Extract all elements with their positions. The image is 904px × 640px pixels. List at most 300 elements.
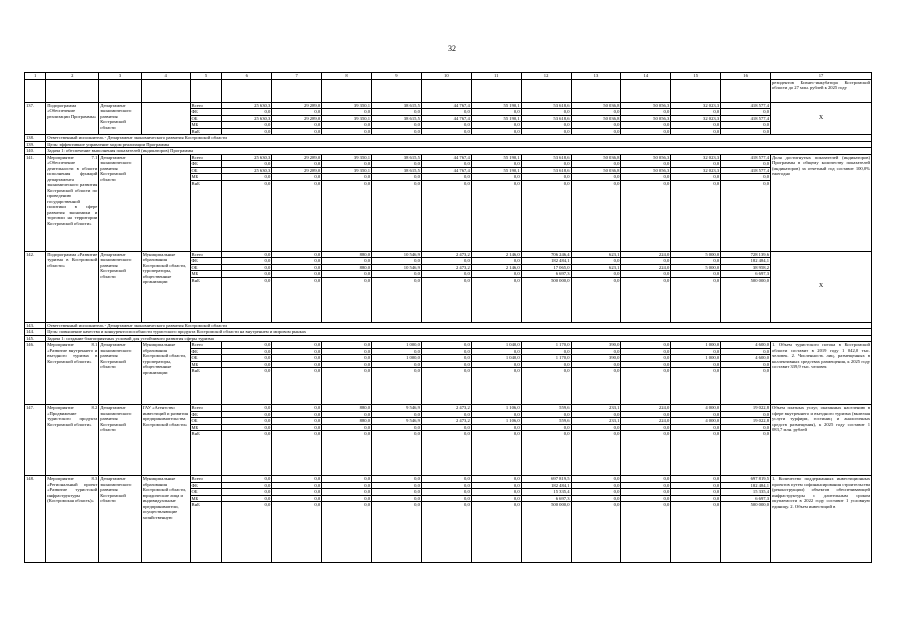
value-cell: 880,0 [322,251,372,258]
value-cell: 0,0 [621,361,671,368]
value-cell: 0,0 [421,502,471,563]
value-cell: 0,0 [471,424,521,431]
value-cell: 6 697,3 [521,271,571,278]
value-cell: 0,0 [671,258,721,265]
value-cell: 1 040,0 [471,355,521,362]
value-cell: 2 473,2 [421,405,471,412]
value-cell: 38 958,2 [721,264,771,271]
value-cell: 0,0 [372,368,422,405]
value-cell: 0,0 [671,128,721,135]
funding-source: МБ [190,361,222,368]
value-cell: 0,0 [372,502,422,563]
header-cell: 10 [421,73,471,80]
value-cell: 44 767,4 [421,102,471,109]
value-cell: 880,0 [322,418,372,425]
value-cell: 500 000,0 [721,502,771,563]
value-cell: 32 023,3 [671,115,721,122]
value-cell: 0,0 [721,128,771,135]
value-cell: 0,0 [421,342,471,349]
value-cell: 0,0 [322,482,372,489]
value-cell: 17 065,0 [521,264,571,271]
funding-source: ФБ [190,348,222,355]
value-cell: 0,0 [272,476,322,483]
value-cell: 233,1 [571,405,621,412]
value-cell: 1 000,0 [671,342,721,349]
value-cell: 0,0 [471,348,521,355]
value-cell: 0,0 [471,431,521,476]
value-cell: 0,0 [521,368,571,405]
value-cell: 0,0 [521,361,571,368]
result-cell: 1. Количество поддержанных инвестиционных проектов путем софинансирования строительства (реконструкции) объектов обеспечивающей инфраструктуры с длительным сроком окупаемости в 2022 году составит 1 условную единицу. 2. Объем инвестиций в [771,476,872,563]
section-text: Задача 1: обеспечение выполнения показателей (индикаторов) Программы [46,148,872,155]
value-cell: 0,0 [571,277,621,322]
value-cell: 1 000,0 [372,342,422,349]
event-name: Мероприятие 7.1 «Обеспечение деятельности в области исполнения функций департамента экономического развития Костромской области по проведению государственной политики в сфере развития экономики и торговли на территории Костромской области» [46,154,99,251]
value-cell: 0,0 [671,424,721,431]
value-cell: 0,0 [372,476,422,483]
value-cell: 0,0 [471,122,521,129]
result-cell: X [771,102,872,135]
value-cell: 44 767,4 [421,167,471,174]
value-cell: 0,0 [671,271,721,278]
result-cell: X [771,251,872,322]
row-number: 142. [25,251,46,322]
value-cell: 0,0 [721,411,771,418]
value-cell: 0,0 [721,361,771,368]
value-cell: 15 335,4 [521,489,571,496]
value-cell: 6 697,3 [721,271,771,278]
value-cell: 25 630,3 [222,115,272,122]
value-cell: 0,0 [571,489,621,496]
value-cell: 224,0 [621,251,671,258]
value-cell: 0,0 [421,361,471,368]
value-cell: 0,0 [671,476,721,483]
empty-cell [222,79,272,102]
value-cell: 0,0 [272,174,322,181]
value-cell: 0,0 [222,258,272,265]
section-text: Цель: повышение качества и конкурентоспособности туристского продукта Костромской области на внутреннем и мировом рынках [46,329,872,336]
value-cell: 0,0 [721,109,771,116]
value-cell: 50 036,8 [571,167,621,174]
funding-source: МБ [190,174,222,181]
value-cell: 728 139,6 [721,251,771,258]
value-cell: 0,0 [521,431,571,476]
value-cell: 38 615,5 [372,115,422,122]
value-cell: 418 577,4 [721,154,771,161]
value-cell: 0,0 [471,180,521,251]
value-cell: 0,0 [272,271,322,278]
value-cell: 50 036,8 [571,115,621,122]
value-cell: 697 819,5 [721,476,771,483]
value-cell: 0,0 [621,342,671,349]
header-cell: 13 [571,73,621,80]
value-cell: 0,0 [621,368,671,405]
value-cell: 0,0 [671,348,721,355]
value-cell: 0,0 [272,109,322,116]
value-cell: 0,0 [372,489,422,496]
value-cell: 0,0 [222,368,272,405]
value-cell: 0,0 [721,368,771,405]
value-cell: 0,0 [521,122,571,129]
row-number: 144. [25,329,46,336]
value-cell: 0,0 [421,258,471,265]
value-cell: 0,0 [721,174,771,181]
executor: Департамент экономического развития Костромской области [99,405,141,476]
value-cell: 0,0 [621,161,671,168]
page-number: 32 [448,44,456,53]
value-cell: 50 056,3 [621,167,671,174]
value-cell: 50 036,8 [571,154,621,161]
value-cell: 0,0 [421,161,471,168]
value-cell: 0,0 [671,495,721,502]
value-cell: 0,0 [322,368,372,405]
funding-source: ОБ [190,264,222,271]
value-cell: 4 000,0 [671,405,721,412]
value-cell: 0,0 [621,271,671,278]
empty-cell [571,79,621,102]
value-cell: 0,0 [471,271,521,278]
value-cell: 0,0 [372,411,422,418]
value-cell: 0,0 [372,122,422,129]
value-cell: 0,0 [222,251,272,258]
value-cell: 0,0 [421,482,471,489]
funding-source: ВнБ [190,180,222,251]
value-cell: 0,0 [421,355,471,362]
funding-source: ВнБ [190,128,222,135]
executor: Департамент экономического развития Костромской области [99,102,141,135]
value-cell: 0,0 [272,342,322,349]
value-cell: 19 022,8 [721,418,771,425]
value-cell: 418 577,4 [721,102,771,109]
value-cell: 38 615,5 [372,102,422,109]
value-cell: 0,0 [222,476,272,483]
funding-source: ОБ [190,489,222,496]
value-cell: 0,0 [621,489,671,496]
value-cell: 0,0 [671,277,721,322]
value-cell: 0,0 [621,109,671,116]
header-cell: 7 [272,73,322,80]
empty-cell [46,79,99,102]
event-name: Подпрограмма «Развитие туризма в Костромской области» [46,251,99,322]
value-cell: 418 577,4 [721,167,771,174]
funding-source: Всего [190,102,222,109]
value-cell: 39 350,1 [322,115,372,122]
empty-cell [621,79,671,102]
value-cell: 880,0 [322,405,372,412]
header-cell: 14 [621,73,671,80]
value-cell: 29 289,0 [272,167,322,174]
funding-source: МБ [190,495,222,502]
empty-cell [190,79,222,102]
value-cell: 1 170,0 [521,342,571,349]
value-cell: 0,0 [571,258,621,265]
event-name: Подпрограмма «Обеспечение реализации Программы» [46,102,99,135]
value-cell: 0,0 [671,109,721,116]
value-cell: 0,0 [621,258,671,265]
value-cell: 53 618,6 [521,154,571,161]
value-cell: 0,0 [621,502,671,563]
header-cell: 8 [322,73,372,80]
value-cell: 0,0 [571,361,621,368]
value-cell: 6 697,3 [721,495,771,502]
funding-source: ФБ [190,161,222,168]
value-cell: 6 697,3 [521,495,571,502]
value-cell: 44 767,4 [421,115,471,122]
value-cell: 9 546,9 [372,405,422,412]
value-cell: 0,0 [571,411,621,418]
value-cell: 1 000,0 [671,355,721,362]
value-cell: 0,0 [322,489,372,496]
value-cell: 0,0 [222,482,272,489]
value-cell: 0,0 [621,424,671,431]
participant [141,102,190,135]
continuation-row [25,79,872,102]
result-cell: Объем платных услуг, оказанных населению в сфере внутреннего и въездного туризма (включая услуги турфирм, гостиниц и аналогичных средств размещения), к 2025 году составит 1 083,7 млн. рублей [771,405,872,476]
value-cell: 55 190,1 [471,167,521,174]
value-cell: 0,0 [471,174,521,181]
value-cell: 0,0 [571,368,621,405]
value-cell: 0,0 [621,495,671,502]
value-cell: 55 190,1 [471,102,521,109]
empty-cell [372,79,422,102]
row-number: 145. [25,335,46,342]
funding-source: Всего [190,251,222,258]
value-cell: 0,0 [421,128,471,135]
value-cell: 0,0 [571,482,621,489]
value-cell: 0,0 [721,431,771,476]
value-cell: 0,0 [721,122,771,129]
value-cell: 182 484,1 [721,258,771,265]
value-cell: 0,0 [571,495,621,502]
value-cell: 0,0 [671,368,721,405]
value-cell: 0,0 [372,180,422,251]
value-cell: 0,0 [571,271,621,278]
value-cell: 0,0 [571,431,621,476]
value-cell: 0,0 [671,431,721,476]
program-table [24,72,872,563]
value-cell: 0,0 [721,161,771,168]
value-cell: 182 484,1 [521,482,571,489]
funding-source: МБ [190,122,222,129]
value-cell: 4 600,0 [721,342,771,349]
row-number: 148. [25,476,46,563]
value-cell: 0,0 [571,109,621,116]
value-cell: 0,0 [521,348,571,355]
value-cell: 0,0 [621,277,671,322]
value-cell: 0,0 [372,431,422,476]
value-cell: 0,0 [471,495,521,502]
value-cell: 1 000,0 [372,355,422,362]
value-cell: 0,0 [322,476,372,483]
section-text: Задача 1: создание благоприятных условий для устойчивого развития сферы туризма [46,335,872,342]
value-cell: 0,0 [421,109,471,116]
funding-source: Всего [190,476,222,483]
value-cell: 0,0 [272,411,322,418]
value-cell: 390,0 [571,355,621,362]
value-cell: 1 106,0 [471,405,521,412]
value-cell: 0,0 [621,128,671,135]
value-cell: 0,0 [222,495,272,502]
value-cell: 0,0 [421,174,471,181]
empty-cell [99,79,141,102]
value-cell: 0,0 [272,277,322,322]
value-cell: 0,0 [272,355,322,362]
value-cell: 0,0 [372,174,422,181]
executor: Департамент экономического развития Костромской области [99,251,141,322]
value-cell: 0,0 [421,431,471,476]
row-number: 141. [25,154,46,251]
value-cell: 0,0 [571,424,621,431]
value-cell: 182 484,1 [521,258,571,265]
value-cell: 0,0 [272,348,322,355]
value-cell: 0,0 [322,431,372,476]
value-cell: 0,0 [372,161,422,168]
value-cell: 0,0 [471,411,521,418]
value-cell: 44 767,4 [421,154,471,161]
value-cell: 0,0 [372,482,422,489]
value-cell: 0,0 [272,495,322,502]
funding-source: ФБ [190,258,222,265]
value-cell: 0,0 [372,424,422,431]
value-cell: 29 289,0 [272,154,322,161]
value-cell: 0,0 [621,174,671,181]
value-cell: 0,0 [372,271,422,278]
value-cell: 0,0 [521,411,571,418]
value-cell: 55 190,1 [471,115,521,122]
value-cell: 0,0 [671,174,721,181]
value-cell: 0,0 [322,277,372,322]
value-cell: 0,0 [322,495,372,502]
value-cell: 0,0 [272,502,322,563]
value-cell: 4 000,0 [671,418,721,425]
value-cell: 0,0 [222,405,272,412]
participant: Муниципальные образования Костромской области, туроператоры, общественные организации [141,251,190,322]
result-cell: Доля достигнутых показателей (индикаторов) Программы в общему количеству показателей (индикаторов) за отчетный год составит 100,0% ежегодно [771,154,872,251]
value-cell: 0,0 [471,277,521,322]
row-number: 137. [25,102,46,135]
value-cell: 224,0 [621,264,671,271]
value-cell: 15 335,4 [721,489,771,496]
value-cell: 0,0 [621,476,671,483]
funding-source: ФБ [190,109,222,116]
executor: Департамент экономического развития Костромской области [99,154,141,251]
value-cell: 0,0 [621,431,671,476]
value-cell: 0,0 [571,128,621,135]
section-text: Ответственный исполнитель - Департамент экономического развития Костромской области [46,322,872,329]
value-cell: 0,0 [621,348,671,355]
funding-source: ВнБ [190,368,222,405]
value-cell: 0,0 [222,348,272,355]
value-cell: 0,0 [272,368,322,405]
value-cell: 4 600,0 [721,355,771,362]
value-cell: 39 350,1 [322,167,372,174]
value-cell: 0,0 [471,361,521,368]
value-cell: 0,0 [322,502,372,563]
empty-cell [322,79,372,102]
value-cell: 0,0 [272,405,322,412]
empty-cell [721,79,771,102]
value-cell: 0,0 [222,418,272,425]
funding-source: Всего [190,154,222,161]
value-cell: 10 546,9 [372,264,422,271]
value-cell: 0,0 [322,411,372,418]
value-cell: 50 056,3 [621,115,671,122]
empty-cell [671,79,721,102]
participant: Муниципальные образования Костромской области, юридические лица и индивидуальные предприниматели, осуществляющие хозяйственную [141,476,190,563]
value-cell: 25 630,3 [222,167,272,174]
value-cell: 0,0 [272,122,322,129]
value-cell: 32 023,3 [671,167,721,174]
value-cell: 0,0 [322,271,372,278]
value-cell: 53 618,6 [521,167,571,174]
value-cell: 0,0 [322,342,372,349]
value-cell: 2 146,0 [471,264,521,271]
empty-cell [141,79,190,102]
row-number: 138. [25,135,46,142]
value-cell: 10 546,9 [372,251,422,258]
value-cell: 50 056,3 [621,154,671,161]
value-cell: 418 577,4 [721,115,771,122]
value-cell: 0,0 [571,180,621,251]
funding-source: МБ [190,271,222,278]
value-cell: 0,0 [272,361,322,368]
value-cell: 0,0 [222,411,272,418]
value-cell: 0,0 [272,482,322,489]
value-cell: 0,0 [571,476,621,483]
value-cell: 500 000,0 [521,502,571,563]
event-name: Мероприятие 8.1 «Развитие внутреннего и въездного туризма в Костромской области» [46,342,99,405]
value-cell: 0,0 [222,502,272,563]
empty-cell [25,79,46,102]
value-cell: 182 484,1 [721,482,771,489]
value-cell: 0,0 [322,361,372,368]
value-cell: 559,6 [521,418,571,425]
row-number: 143. [25,322,46,329]
funding-source: Всего [190,342,222,349]
value-cell: 1 040,0 [471,342,521,349]
value-cell: 29 289,0 [272,102,322,109]
value-cell: 0,0 [521,424,571,431]
value-cell: 500 000,0 [721,277,771,322]
value-cell: 0,0 [571,174,621,181]
value-cell: 0,0 [471,482,521,489]
value-cell: 0,0 [222,174,272,181]
value-cell: 1 170,0 [521,355,571,362]
value-cell: 0,0 [372,109,422,116]
value-cell: 0,0 [471,368,521,405]
funding-source: МБ [190,424,222,431]
value-cell: 0,0 [471,476,521,483]
value-cell: 39 350,1 [322,102,372,109]
value-cell: 706 246,4 [521,251,571,258]
value-cell: 0,0 [222,277,272,322]
value-cell: 0,0 [471,489,521,496]
value-cell: 0,0 [521,180,571,251]
value-cell: 0,0 [322,348,372,355]
value-cell: 0,0 [621,122,671,129]
value-cell: 32 023,3 [671,102,721,109]
value-cell: 19 022,8 [721,405,771,412]
value-cell: 0,0 [721,180,771,251]
value-cell: 0,0 [272,431,322,476]
result-cell: 1. Объем туристского потока в Костромской области составит в 2019 году 1 042,0 тыс. человек. 2. Численность лиц, размещенных в коллективных средствах размещения, к 2025 году составит 339,9 тыс. человек [771,342,872,405]
value-cell: 224,0 [621,418,671,425]
participant: Муниципальные образования Костромской области, туроператоры, общественные организации [141,342,190,405]
value-cell: 32 023,3 [671,154,721,161]
value-cell: 0,0 [421,368,471,405]
row-number: 140. [25,148,46,155]
header-cell: 16 [721,73,771,80]
